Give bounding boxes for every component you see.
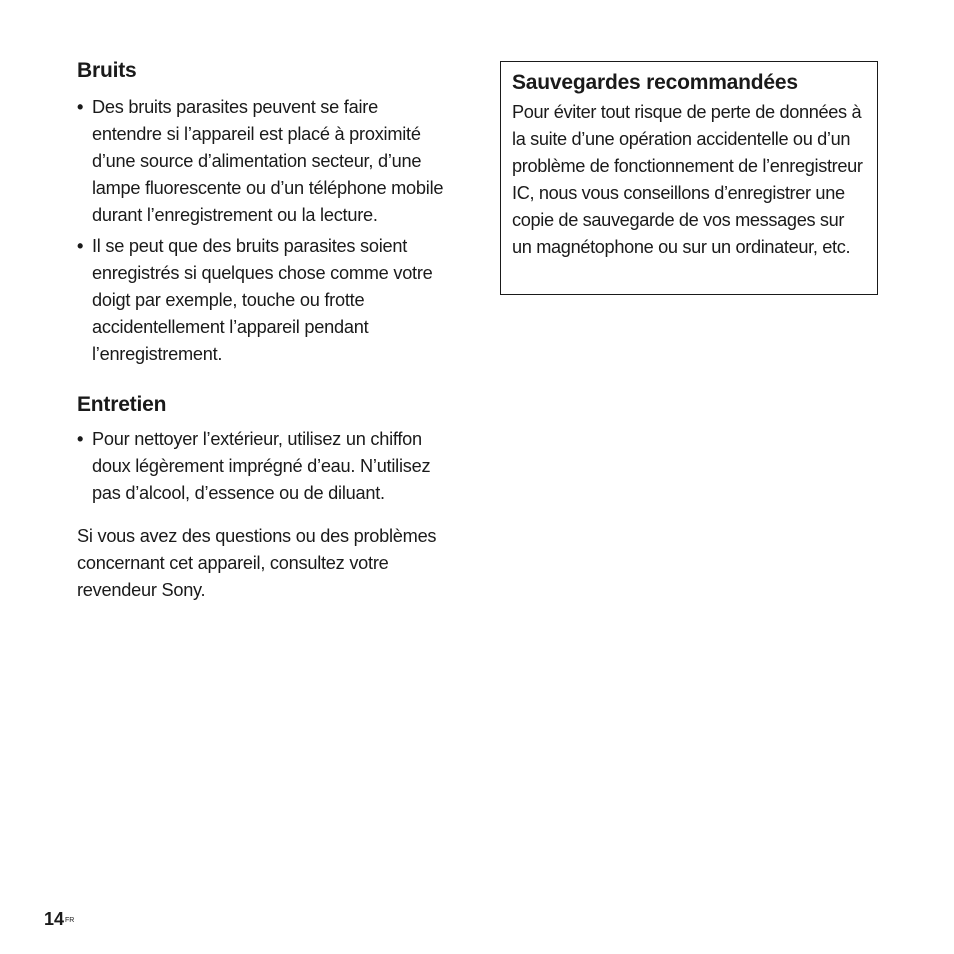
bullet-icon: • [77, 97, 84, 117]
page-number-value: 14 [44, 909, 65, 929]
bruits-list [77, 94, 449, 368]
list-item-text: Pour nettoyer l’extérieur, utilisez un chiffon doux légèrement imprégné d’eau. N’utilisez pas d’alcool, d’essence ou de diluant. [92, 429, 431, 503]
left-column [77, 58, 449, 604]
backup-notice-body: Pour éviter tout risque de perte de données à la suite d’une opération accidentelle ou d’un problème de fonctionnement de l’enregistreur IC, nous vous conseillons d’enregistrer une copie de sauvegarde de vos messages sur un magnétophone ou sur un ordinateur, etc. [512, 102, 863, 257]
page-language-code: FR [65, 917, 75, 924]
list-item-text: Des bruits parasites peuvent se faire entendre si l’appareil est placé à proximité d’une source d’alimentation secteur, d’une lampe fluorescente ou d’un téléphone mobile durant l’enregistrement ou la lecture. [92, 97, 444, 225]
list-item-text: Il se peut que des bruits parasites soient enregistrés si quelques chose comme votre doigt par exemple, touche ou frotte accidentellement l’appareil pendant l’enregistrement. [92, 236, 433, 364]
section-title-bruits: Bruits [77, 59, 137, 82]
bullet-icon: • [77, 429, 84, 449]
page-number [44, 908, 74, 930]
backup-notice-box [500, 61, 878, 295]
section-entretien [77, 392, 449, 507]
entretien-list [77, 426, 449, 507]
bullet-icon: • [77, 236, 84, 256]
backup-notice-title: Sauvegardes recommandées [512, 71, 798, 94]
list-item [77, 233, 449, 368]
list-item [77, 426, 449, 507]
section-contact [77, 523, 449, 604]
section-bruits [77, 58, 449, 368]
contact-paragraph: Si vous avez des questions ou des problèmes concernant cet appareil, consultez votre revendeur Sony. [77, 526, 437, 600]
section-title-entretien: Entretien [77, 393, 167, 416]
list-item [77, 94, 449, 229]
